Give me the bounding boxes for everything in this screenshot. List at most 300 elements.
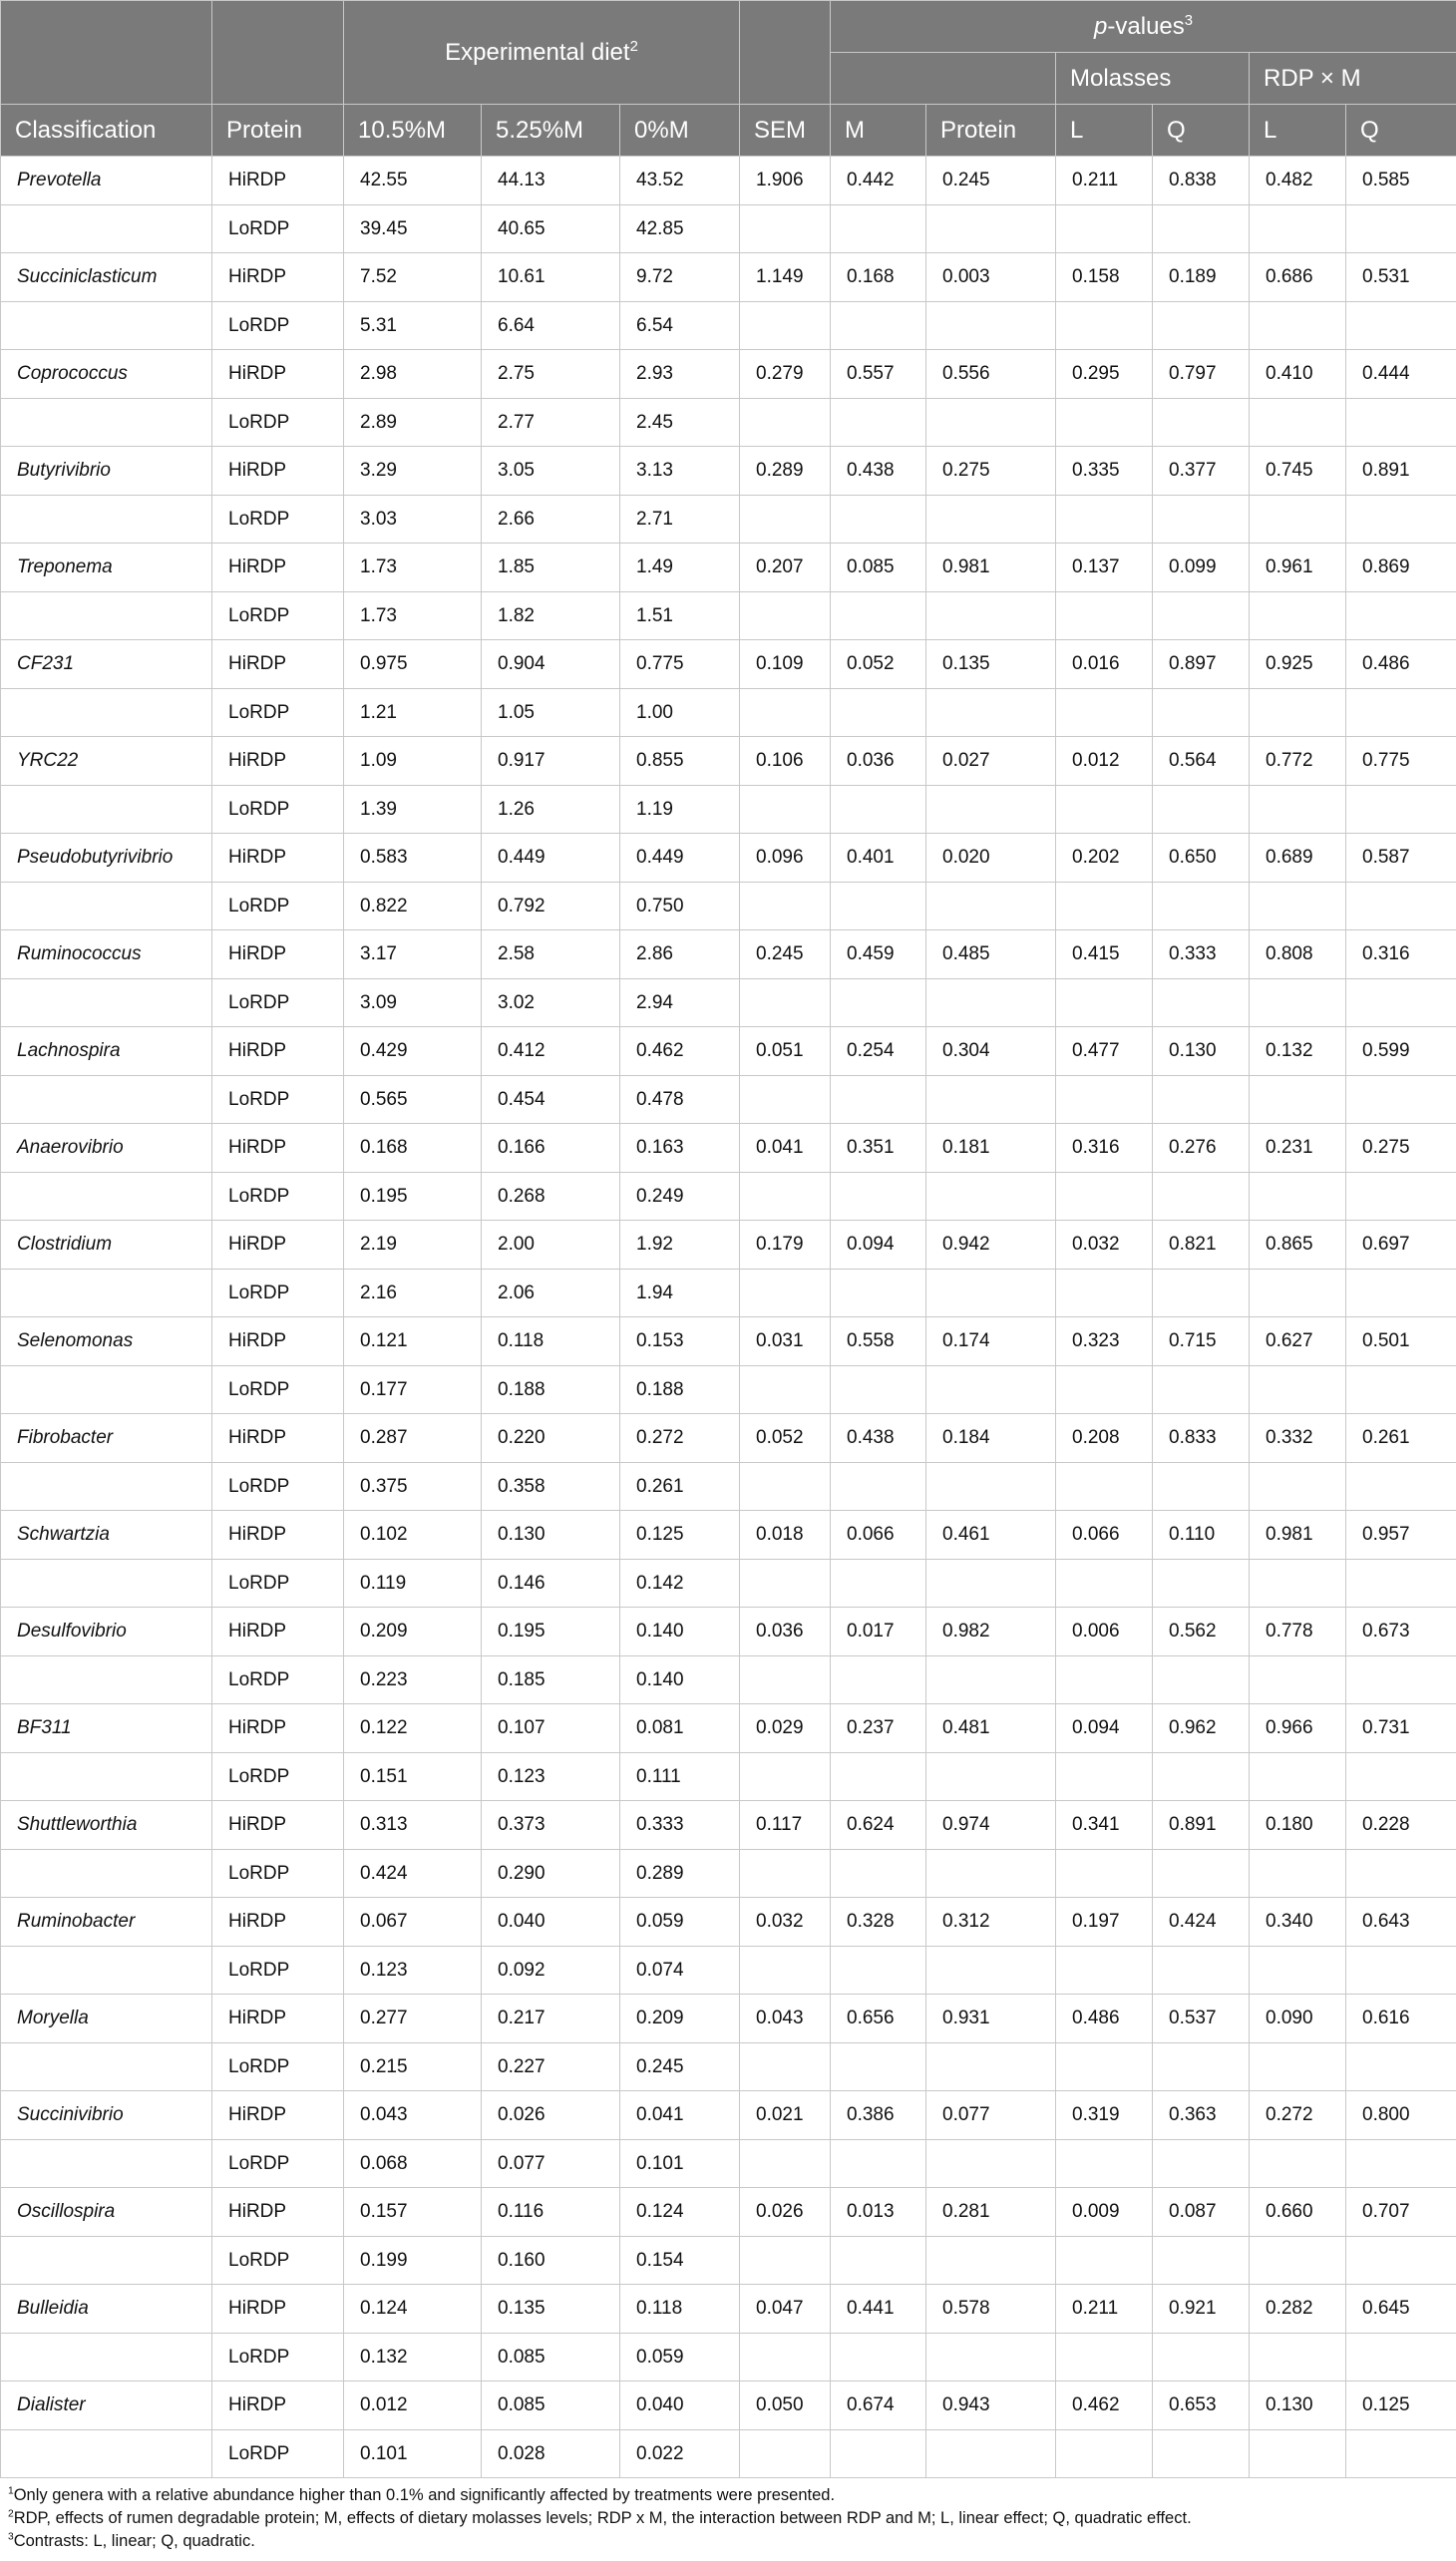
p-value-cell: 0.261 [1346, 1414, 1456, 1463]
empty-cell [1056, 1947, 1153, 1995]
table-row [1, 1366, 1456, 1414]
empty-cell [1056, 1656, 1153, 1704]
empty-cell [1153, 883, 1250, 930]
p-value-cell: 0.715 [1153, 1317, 1250, 1366]
empty-cell [740, 689, 831, 737]
column-header: 0%M [620, 105, 740, 157]
value-cell: 0.565 [344, 1076, 482, 1124]
value-cell: 1.09 [344, 737, 482, 786]
empty-cell [1250, 302, 1346, 350]
empty-cell [1346, 1366, 1456, 1414]
empty-cell [1346, 302, 1456, 350]
empty-cell [1153, 399, 1250, 447]
p-value-cell: 0.981 [1250, 1511, 1346, 1560]
p-value-cell: 0.211 [1056, 2285, 1153, 2334]
empty-cell [740, 1366, 831, 1414]
empty-cell [1, 205, 212, 253]
protein-cell: HiRDP [212, 157, 344, 205]
table-row [1, 689, 1456, 737]
protein-cell: LoRDP [212, 205, 344, 253]
value-cell: 0.249 [620, 1173, 740, 1221]
protein-cell: HiRDP [212, 1995, 344, 2043]
value-cell: 0.375 [344, 1463, 482, 1511]
value-cell: 6.54 [620, 302, 740, 350]
sem-cell: 0.109 [740, 640, 831, 689]
value-cell: 0.449 [620, 834, 740, 883]
p-value-cell: 0.281 [926, 2188, 1056, 2237]
value-cell: 0.775 [620, 640, 740, 689]
sem-cell: 0.021 [740, 2091, 831, 2140]
value-cell: 0.195 [482, 1608, 620, 1656]
empty-cell [831, 689, 926, 737]
p-value-cell: 0.020 [926, 834, 1056, 883]
genus-cell: Butyrivibrio [1, 447, 212, 496]
p-value-cell: 0.462 [1056, 2381, 1153, 2430]
p-value-cell: 0.961 [1250, 544, 1346, 592]
table-row [1, 2043, 1456, 2091]
empty-cell [831, 883, 926, 930]
value-cell: 0.118 [620, 2285, 740, 2334]
table-row [1, 1027, 1456, 1076]
empty-cell [926, 2043, 1056, 2091]
p-value-cell: 0.410 [1250, 350, 1346, 399]
protein-cell: HiRDP [212, 1221, 344, 1270]
p-value-cell: 0.316 [1346, 930, 1456, 979]
value-cell: 0.153 [620, 1317, 740, 1366]
table-row [1, 1076, 1456, 1124]
empty-cell [926, 2237, 1056, 2285]
value-cell: 0.462 [620, 1027, 740, 1076]
table-row [1, 1704, 1456, 1753]
empty-cell [1346, 689, 1456, 737]
empty-cell [740, 496, 831, 544]
footnote-number: 1 [8, 2485, 14, 2497]
value-cell: 1.51 [620, 592, 740, 640]
header-molasses: Molasses [1056, 53, 1250, 105]
value-cell: 2.58 [482, 930, 620, 979]
column-headers [1, 105, 1456, 157]
empty-cell [1346, 592, 1456, 640]
value-cell: 2.16 [344, 1270, 482, 1317]
p-value-cell: 0.363 [1153, 2091, 1250, 2140]
empty-cell [740, 979, 831, 1027]
p-value-cell: 0.009 [1056, 2188, 1153, 2237]
value-cell: 0.111 [620, 1753, 740, 1801]
genus-cell: Fibrobacter [1, 1414, 212, 1463]
p-value-cell: 0.650 [1153, 834, 1250, 883]
p-value-cell: 0.424 [1153, 1898, 1250, 1947]
empty-cell [1153, 1463, 1250, 1511]
empty-cell [1, 1366, 212, 1414]
table-header [1, 1, 1456, 157]
value-cell: 2.66 [482, 496, 620, 544]
value-cell: 0.041 [620, 2091, 740, 2140]
empty-cell [740, 592, 831, 640]
p-value-cell: 0.441 [831, 2285, 926, 2334]
sem-cell: 1.906 [740, 157, 831, 205]
p-value-cell: 0.351 [831, 1124, 926, 1173]
value-cell: 0.092 [482, 1947, 620, 1995]
value-cell: 0.750 [620, 883, 740, 930]
p-value-cell: 0.272 [1250, 2091, 1346, 2140]
value-cell: 0.101 [620, 2140, 740, 2188]
empty-cell [1250, 205, 1346, 253]
empty-cell [1, 1463, 212, 1511]
value-cell: 0.333 [620, 1801, 740, 1850]
empty-cell [1346, 979, 1456, 1027]
value-cell: 0.454 [482, 1076, 620, 1124]
empty-cell [926, 399, 1056, 447]
empty-cell [1346, 1850, 1456, 1898]
empty-cell [740, 2430, 831, 2478]
genus-cell: Shuttleworthia [1, 1801, 212, 1850]
empty-cell [831, 2334, 926, 2381]
p-value-cell: 0.245 [926, 157, 1056, 205]
p-value-cell: 0.797 [1153, 350, 1250, 399]
empty-cell [1056, 1560, 1153, 1608]
empty-cell [740, 1656, 831, 1704]
value-cell: 0.026 [482, 2091, 620, 2140]
p-value-cell: 0.673 [1346, 1608, 1456, 1656]
value-cell: 0.151 [344, 1753, 482, 1801]
empty-cell [1056, 302, 1153, 350]
p-value-cell: 0.775 [1346, 737, 1456, 786]
value-cell: 2.71 [620, 496, 740, 544]
protein-cell: HiRDP [212, 350, 344, 399]
sem-cell: 0.207 [740, 544, 831, 592]
empty-cell [1056, 205, 1153, 253]
empty-cell [1250, 2430, 1346, 2478]
empty-cell [1056, 1173, 1153, 1221]
value-cell: 0.199 [344, 2237, 482, 2285]
table-row [1, 447, 1456, 496]
p-value-cell: 0.891 [1346, 447, 1456, 496]
p-value-cell: 0.531 [1346, 253, 1456, 302]
empty-cell [1153, 786, 1250, 834]
p-value-cell: 0.482 [1250, 157, 1346, 205]
value-cell: 0.822 [344, 883, 482, 930]
genus-cell: YRC22 [1, 737, 212, 786]
empty-cell [926, 1850, 1056, 1898]
empty-cell [1056, 1850, 1153, 1898]
empty-cell [1056, 496, 1153, 544]
empty-cell [926, 2430, 1056, 2478]
p-value-cell: 0.485 [926, 930, 1056, 979]
p-value-cell: 0.645 [1346, 2285, 1456, 2334]
empty-cell [831, 1366, 926, 1414]
p-value-cell: 0.772 [1250, 737, 1346, 786]
value-cell: 3.05 [482, 447, 620, 496]
empty-cell [740, 1173, 831, 1221]
protein-cell: HiRDP [212, 1027, 344, 1076]
protein-cell: LoRDP [212, 2430, 344, 2478]
p-value-cell: 0.778 [1250, 1608, 1346, 1656]
empty-cell [1, 2430, 212, 2478]
table-row [1, 2334, 1456, 2381]
empty-cell [1, 2043, 212, 2091]
column-header: Q [1153, 105, 1250, 157]
empty-cell [1, 2334, 212, 2381]
genus-cell: Clostridium [1, 1221, 212, 1270]
p-value-cell: 0.016 [1056, 640, 1153, 689]
protein-cell: LoRDP [212, 979, 344, 1027]
header-empty [740, 1, 831, 105]
p-value-cell: 0.656 [831, 1995, 926, 2043]
genus-cell: Lachnospira [1, 1027, 212, 1076]
p-value-cell: 0.184 [926, 1414, 1056, 1463]
table-row [1, 2430, 1456, 2478]
value-cell: 1.39 [344, 786, 482, 834]
value-cell: 0.373 [482, 1801, 620, 1850]
p-value-cell: 0.087 [1153, 2188, 1250, 2237]
empty-cell [1250, 1463, 1346, 1511]
header-p-values [831, 1, 1456, 53]
p-value-cell: 0.925 [1250, 640, 1346, 689]
p-value-cell: 0.228 [1346, 1801, 1456, 1850]
column-header: L [1250, 105, 1346, 157]
empty-cell [740, 1560, 831, 1608]
protein-cell: HiRDP [212, 2188, 344, 2237]
p-value-cell: 0.132 [1250, 1027, 1346, 1076]
p-value-cell: 0.558 [831, 1317, 926, 1366]
p-value-cell: 0.401 [831, 834, 926, 883]
empty-cell [1, 399, 212, 447]
empty-cell [1153, 2334, 1250, 2381]
table-row [1, 496, 1456, 544]
p-value-cell: 0.891 [1153, 1801, 1250, 1850]
p-value-cell: 0.137 [1056, 544, 1153, 592]
empty-cell [1056, 2140, 1153, 2188]
p-value-cell: 0.556 [926, 350, 1056, 399]
empty-cell [1346, 2043, 1456, 2091]
empty-cell [926, 496, 1056, 544]
empty-cell [1346, 2140, 1456, 2188]
table-row [1, 350, 1456, 399]
empty-cell [740, 2140, 831, 2188]
protein-cell: HiRDP [212, 544, 344, 592]
footnote [8, 2530, 1444, 2553]
value-cell: 0.154 [620, 2237, 740, 2285]
empty-cell [1346, 496, 1456, 544]
protein-cell: HiRDP [212, 1414, 344, 1463]
table-row [1, 640, 1456, 689]
p-value-cell: 0.158 [1056, 253, 1153, 302]
table-row [1, 2140, 1456, 2188]
value-cell: 0.022 [620, 2430, 740, 2478]
protein-cell: LoRDP [212, 1560, 344, 1608]
p-value-cell: 0.328 [831, 1898, 926, 1947]
p-value-cell: 0.869 [1346, 544, 1456, 592]
empty-cell [831, 1850, 926, 1898]
empty-cell [740, 2237, 831, 2285]
value-cell: 0.358 [482, 1463, 620, 1511]
p-value-cell: 0.808 [1250, 930, 1346, 979]
value-cell: 1.94 [620, 1270, 740, 1317]
empty-cell [1250, 1173, 1346, 1221]
empty-cell [1250, 979, 1346, 1027]
p-value-cell: 0.966 [1250, 1704, 1346, 1753]
value-cell: 0.012 [344, 2381, 482, 2430]
empty-cell [740, 786, 831, 834]
p-value-cell: 0.564 [1153, 737, 1250, 786]
protein-cell: HiRDP [212, 1317, 344, 1366]
p-value-cell: 0.282 [1250, 2285, 1346, 2334]
empty-cell [926, 1366, 1056, 1414]
protein-cell: HiRDP [212, 1801, 344, 1850]
empty-cell [926, 786, 1056, 834]
empty-cell [1250, 496, 1346, 544]
protein-cell: LoRDP [212, 2334, 344, 2381]
table-row [1, 1801, 1456, 1850]
sem-cell: 0.106 [740, 737, 831, 786]
value-cell: 0.975 [344, 640, 482, 689]
empty-cell [740, 1947, 831, 1995]
p-value-cell: 0.921 [1153, 2285, 1250, 2334]
header-empty [831, 53, 1056, 105]
value-cell: 2.89 [344, 399, 482, 447]
p-value-cell: 0.438 [831, 447, 926, 496]
protein-cell: HiRDP [212, 1511, 344, 1560]
empty-cell [831, 1753, 926, 1801]
protein-cell: LoRDP [212, 2140, 344, 2188]
p-value-cell: 0.052 [831, 640, 926, 689]
p-value-cell: 0.653 [1153, 2381, 1250, 2430]
table-body [1, 157, 1456, 2478]
table-row [1, 1608, 1456, 1656]
p-value-cell: 0.003 [926, 253, 1056, 302]
value-cell: 0.792 [482, 883, 620, 930]
empty-cell [740, 302, 831, 350]
value-cell: 1.05 [482, 689, 620, 737]
empty-cell [1, 2237, 212, 2285]
p-value-cell: 0.181 [926, 1124, 1056, 1173]
value-cell: 5.31 [344, 302, 482, 350]
empty-cell [740, 1463, 831, 1511]
genus-cell: Coprococcus [1, 350, 212, 399]
column-header: Protein [926, 105, 1056, 157]
protein-cell: LoRDP [212, 2043, 344, 2091]
empty-cell [1346, 2430, 1456, 2478]
empty-cell [1, 883, 212, 930]
genus-cell: Ruminococcus [1, 930, 212, 979]
empty-cell [1346, 2334, 1456, 2381]
genus-cell: Desulfovibrio [1, 1608, 212, 1656]
empty-cell [831, 399, 926, 447]
p-value-cell: 0.304 [926, 1027, 1056, 1076]
p-value-cell: 0.486 [1346, 640, 1456, 689]
column-header: Classification [1, 105, 212, 157]
value-cell: 0.424 [344, 1850, 482, 1898]
footnotes [8, 2484, 1444, 2553]
p-value-cell: 0.745 [1250, 447, 1346, 496]
empty-cell [1346, 1656, 1456, 1704]
empty-cell [1056, 1753, 1153, 1801]
empty-cell [740, 883, 831, 930]
table-row [1, 1753, 1456, 1801]
table-row [1, 544, 1456, 592]
header-p-values-italic: p [1094, 12, 1108, 40]
empty-cell [740, 2334, 831, 2381]
table-row [1, 1656, 1456, 1704]
value-cell: 0.209 [344, 1608, 482, 1656]
value-cell: 0.118 [482, 1317, 620, 1366]
empty-cell [926, 2334, 1056, 2381]
p-value-cell: 0.981 [926, 544, 1056, 592]
p-value-cell: 0.202 [1056, 834, 1153, 883]
empty-cell [1250, 1560, 1346, 1608]
column-header: 10.5%M [344, 105, 482, 157]
empty-cell [1346, 1076, 1456, 1124]
protein-cell: HiRDP [212, 447, 344, 496]
table-row [1, 2285, 1456, 2334]
value-cell: 0.449 [482, 834, 620, 883]
empty-cell [1, 689, 212, 737]
empty-cell [1056, 786, 1153, 834]
p-value-cell: 0.208 [1056, 1414, 1153, 1463]
sem-cell: 1.149 [740, 253, 831, 302]
value-cell: 9.72 [620, 253, 740, 302]
table-row [1, 399, 1456, 447]
value-cell: 0.067 [344, 1898, 482, 1947]
sem-cell: 0.289 [740, 447, 831, 496]
p-value-cell: 0.562 [1153, 1608, 1250, 1656]
value-cell: 0.287 [344, 1414, 482, 1463]
table-row [1, 883, 1456, 930]
empty-cell [1, 1560, 212, 1608]
table-row [1, 1124, 1456, 1173]
value-cell: 2.45 [620, 399, 740, 447]
p-value-cell: 0.833 [1153, 1414, 1250, 1463]
table-row [1, 205, 1456, 253]
value-cell: 0.209 [620, 1995, 740, 2043]
empty-cell [1153, 1366, 1250, 1414]
empty-cell [926, 592, 1056, 640]
value-cell: 0.074 [620, 1947, 740, 1995]
table-row [1, 979, 1456, 1027]
empty-cell [1346, 1173, 1456, 1221]
empty-cell [1153, 1753, 1250, 1801]
empty-cell [831, 592, 926, 640]
value-cell: 0.215 [344, 2043, 482, 2091]
table-row [1, 1221, 1456, 1270]
empty-cell [1056, 1076, 1153, 1124]
value-cell: 1.19 [620, 786, 740, 834]
p-value-cell: 0.624 [831, 1801, 926, 1850]
p-value-cell: 0.168 [831, 253, 926, 302]
empty-cell [1250, 592, 1346, 640]
header-p-values-rest: -values [1107, 12, 1185, 40]
empty-cell [831, 979, 926, 1027]
p-value-cell: 0.660 [1250, 2188, 1346, 2237]
p-value-cell: 0.689 [1250, 834, 1346, 883]
value-cell: 0.168 [344, 1124, 482, 1173]
footnote-text: Only genera with a relative abundance higher than 0.1% and significantly affected by treatments were presented. [13, 2486, 836, 2504]
p-value-cell: 0.962 [1153, 1704, 1250, 1753]
value-cell: 2.86 [620, 930, 740, 979]
value-cell: 0.272 [620, 1414, 740, 1463]
genus-cell: Selenomonas [1, 1317, 212, 1366]
genus-cell: Bulleidia [1, 2285, 212, 2334]
p-value-cell: 0.006 [1056, 1608, 1153, 1656]
empty-cell [1250, 1656, 1346, 1704]
protein-cell: LoRDP [212, 1076, 344, 1124]
p-value-cell: 0.557 [831, 350, 926, 399]
value-cell: 0.085 [482, 2334, 620, 2381]
empty-cell [1250, 2140, 1346, 2188]
column-header: L [1056, 105, 1153, 157]
empty-cell [1346, 399, 1456, 447]
value-cell: 0.478 [620, 1076, 740, 1124]
